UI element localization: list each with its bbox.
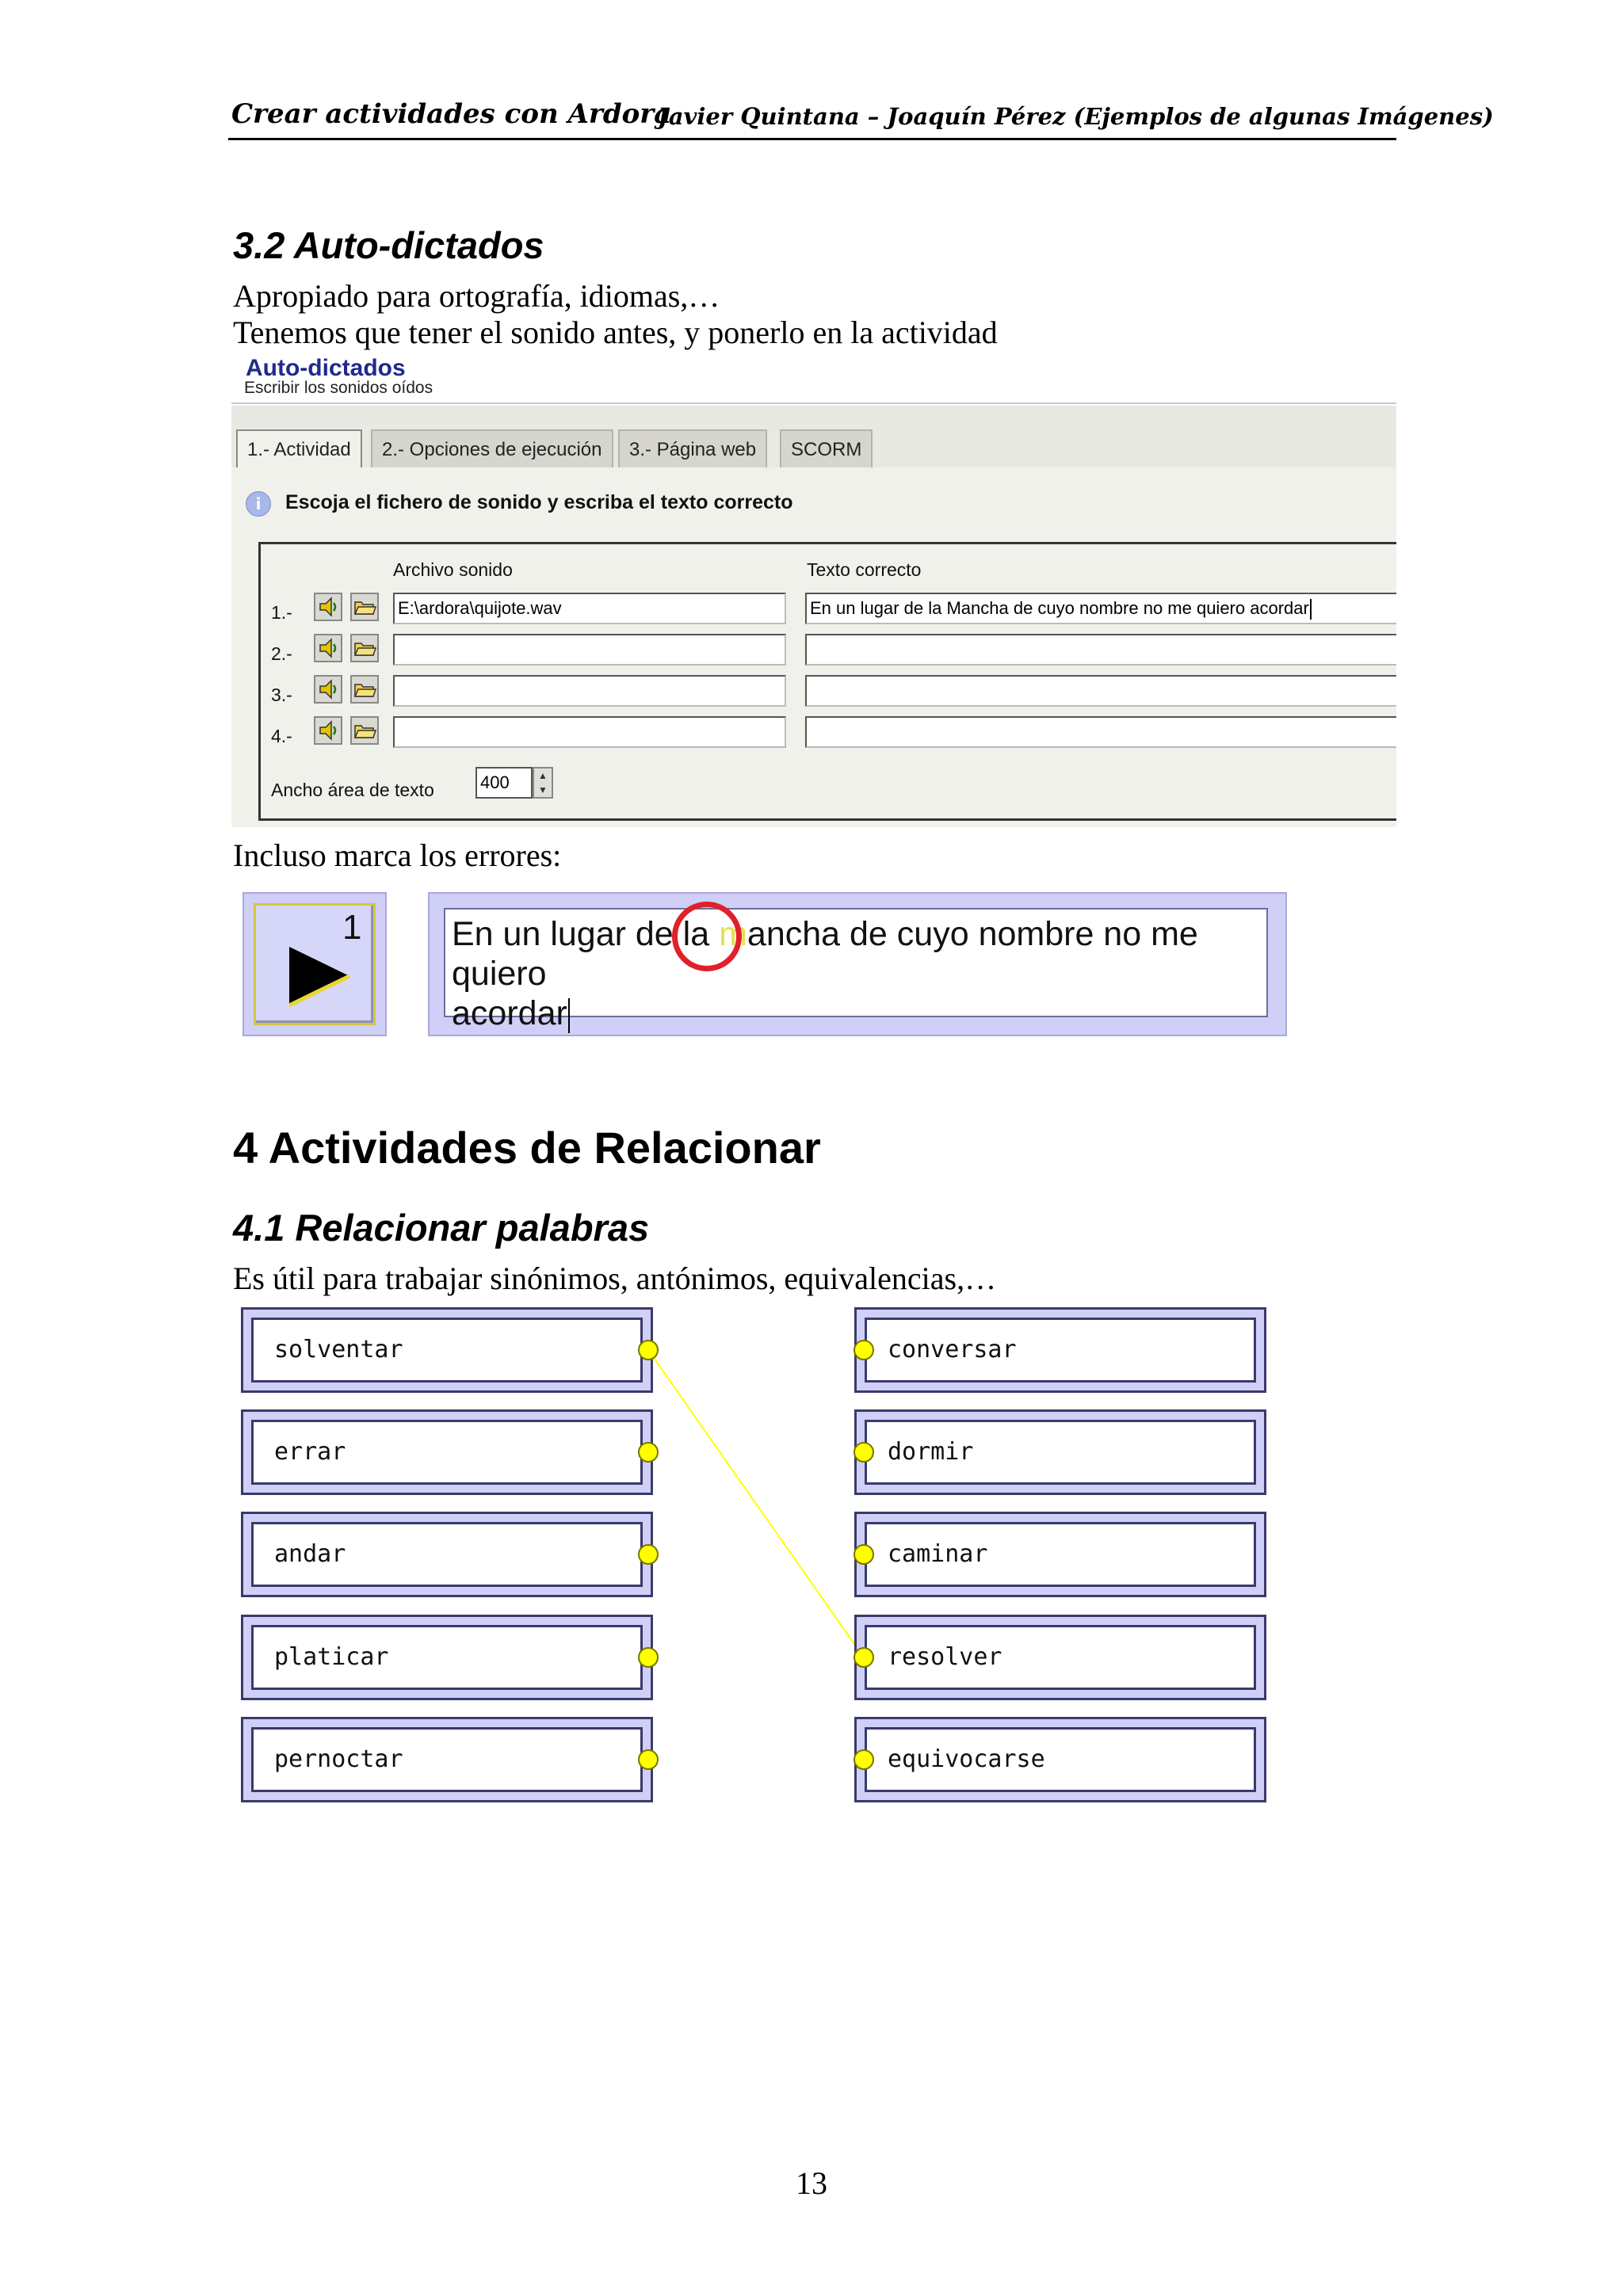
- row-number: 3.-: [271, 685, 292, 705]
- right-connector-dot[interactable]: [854, 1647, 874, 1668]
- left-word-card[interactable]: [241, 1615, 653, 1700]
- answer-text-before: En un lugar de la: [452, 915, 720, 953]
- instruction-text: Escoja el fichero de sonido y escriba el texto correcto: [285, 491, 793, 513]
- column-header-sound: Archivo sonido: [393, 559, 513, 580]
- row-number: 1.-: [271, 602, 292, 623]
- right-connector-dot[interactable]: [854, 1340, 874, 1360]
- info-icon: i: [246, 491, 271, 517]
- errors-intro: Incluso marca los errores:: [233, 837, 562, 873]
- tab-actividad[interactable]: 1.- Actividad: [236, 429, 362, 467]
- right-word-card[interactable]: [854, 1409, 1266, 1495]
- left-word: errar: [251, 1420, 643, 1485]
- left-word-card[interactable]: [241, 1307, 653, 1393]
- right-connector-dot[interactable]: [854, 1544, 874, 1565]
- right-word: conversar: [865, 1318, 1256, 1383]
- section-4-heading: 4 Actividades de Relacionar: [233, 1123, 821, 1173]
- right-word: dormir: [865, 1420, 1256, 1485]
- text-width-label: Ancho área de texto: [271, 780, 434, 800]
- play-counter: 1: [342, 908, 362, 947]
- correct-text-value: En un lugar de la Mancha de cuyo nombre no me quiero acordar: [810, 598, 1309, 618]
- tab-scorm[interactable]: SCORM: [780, 429, 873, 467]
- app-title: Auto-dictados: [246, 355, 406, 381]
- left-word-card[interactable]: [241, 1512, 653, 1597]
- right-connector-dot[interactable]: [854, 1749, 874, 1770]
- left-connector-dot[interactable]: [638, 1340, 659, 1360]
- sound-file-input[interactable]: E:\ardora\quijote.wav: [393, 593, 786, 624]
- running-header-authors: Javier Quintana – Joaquín Pérez (Ejemplos de algunas Imágenes): [658, 103, 1494, 130]
- page-number: 13: [796, 2165, 827, 2201]
- answer-text-line2: acordar: [452, 994, 567, 1032]
- right-word-card[interactable]: [854, 1307, 1266, 1393]
- left-connector-dot[interactable]: [638, 1442, 659, 1463]
- left-connector-dot[interactable]: [638, 1544, 659, 1565]
- running-header-title: Crear actividades con Ardora: [231, 98, 672, 130]
- spin-down-icon[interactable]: ▼: [538, 784, 548, 795]
- left-word-card[interactable]: [241, 1717, 653, 1802]
- left-word: platicar: [251, 1625, 643, 1690]
- right-word: resolver: [865, 1625, 1256, 1690]
- section-3-2-line1: Apropiado para ortografía, idiomas,…: [233, 278, 720, 314]
- answer-text-after: ancha de cuyo nombre no me quiero: [452, 915, 1198, 993]
- row-number: 2.-: [271, 643, 292, 664]
- relation-link-line: [648, 1350, 864, 1657]
- app-subtitle: Escribir los sonidos oídos: [244, 379, 433, 397]
- left-connector-dot[interactable]: [638, 1749, 659, 1770]
- section-4-1-intro: Es útil para trabajar sinónimos, antónimos, equivalencias,…: [233, 1261, 997, 1296]
- right-connector-dot[interactable]: [854, 1442, 874, 1463]
- left-connector-dot[interactable]: [638, 1647, 659, 1668]
- right-word: caminar: [865, 1522, 1256, 1587]
- section-3-2-heading: 3.2 Auto-dictados: [233, 224, 544, 266]
- text-width-input[interactable]: 400: [475, 767, 533, 799]
- row-number: 4.-: [271, 726, 292, 746]
- right-word-card[interactable]: [854, 1512, 1266, 1597]
- tab-pagina-web[interactable]: 3.- Página web: [618, 429, 767, 467]
- section-4-1-heading: 4.1 Relacionar palabras: [233, 1207, 650, 1249]
- right-word: equivocarse: [865, 1727, 1256, 1792]
- left-word: solventar: [251, 1318, 643, 1383]
- tab-opciones-ejecucion[interactable]: 2.- Opciones de ejecución: [371, 429, 613, 467]
- left-word-card[interactable]: [241, 1409, 653, 1495]
- answer-error-letter: m: [719, 915, 747, 953]
- spin-up-icon[interactable]: ▲: [538, 770, 548, 781]
- left-word: pernoctar: [251, 1727, 643, 1792]
- section-3-2-line2: Tenemos que tener el sonido antes, y ponerlo en la actividad: [233, 315, 998, 350]
- column-header-text: Texto correcto: [807, 559, 922, 580]
- right-word-card[interactable]: [854, 1717, 1266, 1802]
- left-word: andar: [251, 1522, 643, 1587]
- right-word-card[interactable]: [854, 1615, 1266, 1700]
